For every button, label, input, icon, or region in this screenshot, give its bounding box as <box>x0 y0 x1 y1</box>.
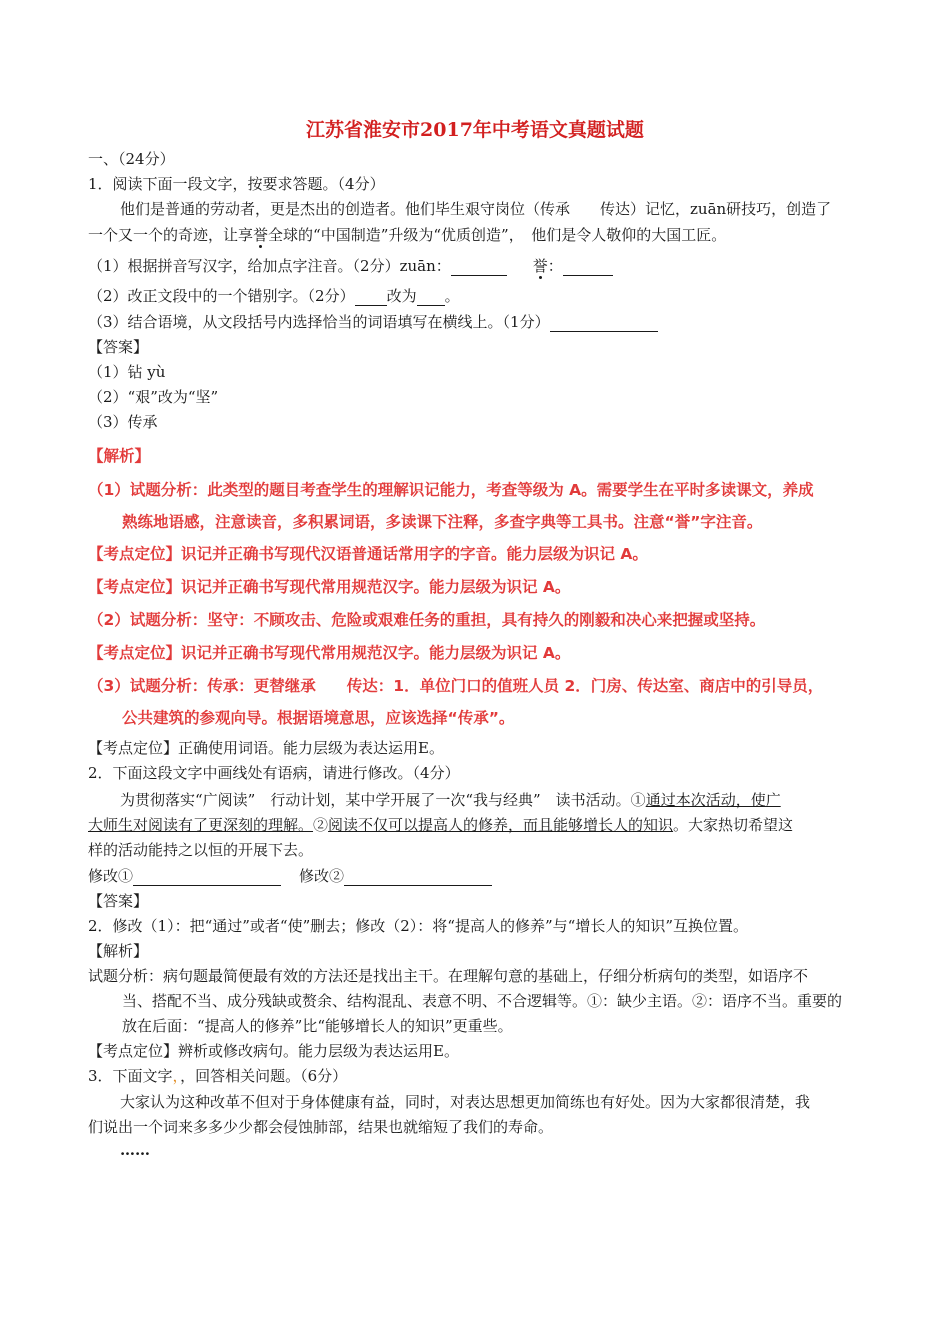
analysis-1a: （1）试题分析：此类型的题目考查学生的理解识记能力，考查等级为 A。需要学生在平时多读课文，养成 <box>88 481 814 499</box>
answer-blank[interactable] <box>563 261 613 276</box>
passage-text: 全球的“中国制造”升级为“优质创造”， 他们是令人敬仰的大国工匠。 <box>268 226 727 244</box>
dotted-char: 誉 <box>253 226 269 244</box>
fix-1-label: 修改① <box>88 867 134 885</box>
passage-text: 一个又一个的奇迹，让享 <box>88 226 254 244</box>
sub-2-mid: 改为 <box>386 287 417 305</box>
q2-answer <box>88 916 870 936</box>
q2-kaodian: 【考点定位】辨析或修改病句。能力层级为表达运用E。 <box>88 1042 459 1060</box>
kaodian-2: 【考点定位】识记并正确书写现代常用规范汉字。能力层级为识记 A。 <box>88 578 571 596</box>
sub-1-colon: ： <box>547 257 563 275</box>
answer-3: （3）传承 <box>88 413 158 431</box>
q3-stem-text: 3．下面文字 <box>88 1067 173 1085</box>
q2-fix-line <box>88 866 870 886</box>
answer-blank[interactable] <box>451 261 507 276</box>
answer-text: 2．修改（1）：把“通过”或者“使”删去；修改（2）：将“提高人的修养”与“增长人 <box>88 917 621 935</box>
sub-1-text: （1）根据拼音写汉字，给加点字注音。（2分）zuān： <box>88 257 451 275</box>
answer-1: （1）钻 yù <box>88 363 166 381</box>
passage-text: 。大家热切希望这 <box>673 816 794 834</box>
q3-stem-text: ，回答相关问题。（6分） <box>180 1067 348 1085</box>
answer-label: 【答案】 <box>88 338 149 356</box>
underlined-sentence-2: 阅读不仅可以提高人的修养，而且能够增长人的知识 <box>328 816 674 834</box>
q1-sub-3 <box>88 312 870 332</box>
q2-passage-line-2 <box>88 815 870 835</box>
q1-passage-line-2 <box>88 225 870 245</box>
underlined-sentence-1: 通过本次活动，使广 <box>645 791 781 809</box>
answer-text: 知识”互换位置。 <box>635 917 749 935</box>
sub-3-text: （3）结合语境，从文段括号内选择恰当的词语填写在横线上。（1分） <box>88 313 550 331</box>
q2-analysis-2: 当、搭配不当、成分残缺或赘余、结构混乱、表意不明、不合逻辑等。①：缺少主语。②：语序不当。重要的 <box>122 992 843 1010</box>
analysis-1b: 熟练地语感，注意读音，多积累词语，多读课下注释，多查字典等工具书。注意“誉”字注音。 <box>122 513 763 531</box>
analysis-3b: 公共建筑的参观向导。根据语境意思，应该选择“传承”。 <box>122 709 515 727</box>
q3-stem <box>88 1066 870 1086</box>
answer-blank[interactable] <box>133 871 281 886</box>
kaodian-1: 【考点定位】识记并正确书写现代汉语普通话常用字的字音。能力层级为识记 A。 <box>88 545 648 563</box>
analysis-label: 【解析】 <box>88 447 151 465</box>
dotted-char: 誉 <box>532 257 548 275</box>
page-title: 江苏省淮安市2017年中考语文真题试题 <box>306 119 644 141</box>
underlined-sentence-1: 大师生对阅读有了更深刻的理解。 <box>88 816 314 834</box>
answer-label: 【答案】 <box>88 892 149 910</box>
answer-blank[interactable] <box>417 291 445 306</box>
analysis-3a: （3）试题分析：传承：更替继承 传达：1．单位门口的值班人员 2．门房、传达室、商店中的引导员， <box>88 677 824 695</box>
q2-analysis-1: 试题分析：病句题最简便最有效的方法还是找出主干。在理解句意的基础上，仔细分析病句的类型，如语序不 <box>88 967 809 985</box>
q2-stem: 2．下面这段文字中画线处有语病，请进行修改。（4分） <box>88 764 460 782</box>
answer-2: （2）“艰”改为“坚” <box>88 388 219 406</box>
passage-text: 为贯彻落实“广阅读” 行动计划，某中学开展了一次“我与经典” 读书活动。① <box>120 791 646 809</box>
q2-passage-line-1 <box>120 790 870 810</box>
section-heading: 一、（24分） <box>88 150 175 168</box>
q1-sub-2 <box>88 286 870 306</box>
q1-sub-1 <box>88 256 870 276</box>
kaodian-4: 【考点定位】正确使用词语。能力层级为表达运用E。 <box>88 739 444 757</box>
marker-2: ② <box>313 816 329 834</box>
answer-text: 的 <box>620 917 636 935</box>
kaodian-3: 【考点定位】识记并正确书写现代常用规范汉字。能力层级为识记 A。 <box>88 644 571 662</box>
analysis-2: （2）试题分析：坚守：不顾攻击、危险或艰难任务的重担，具有持久的刚毅和决心来把握或坚持。 <box>88 611 766 629</box>
q3-stem-mark: ， <box>172 1067 181 1085</box>
sub-2-end: 。 <box>444 287 460 305</box>
answer-blank[interactable] <box>344 871 492 886</box>
q1-passage-line-1: 他们是普通的劳动者，更是杰出的创造者。他们毕生艰守岗位（传承 传达）记忆，zuān研技巧，创造了 <box>120 200 832 218</box>
answer-blank[interactable] <box>550 317 658 332</box>
fix-2-label: 修改② <box>299 867 345 885</box>
q2-analysis-3: 放在后面：“提高人的修养”比“能够增长人的知识”更重些。 <box>122 1017 513 1035</box>
sub-2-text: （2）改正文段中的一个错别字。（2分） <box>88 287 355 305</box>
q2-passage-line-3: 样的活动能持之以恒的开展下去。 <box>88 841 314 859</box>
analysis-label: 【解析】 <box>88 942 149 960</box>
answer-blank[interactable] <box>355 291 387 306</box>
q1-stem: 1．阅读下面一段文字，按要求答题。（4分） <box>88 175 385 193</box>
ellipsis: …… <box>120 1141 150 1159</box>
q3-passage-line-2: 们说出一个词来多多少少都会侵蚀肺部，结果也就缩短了我们的寿命。 <box>88 1118 554 1136</box>
q3-passage-line-1: 大家认为这种改革不但对于身体健康有益，同时，对表达思想更加简练也有好处。因为大家都很清楚，我 <box>120 1093 811 1111</box>
